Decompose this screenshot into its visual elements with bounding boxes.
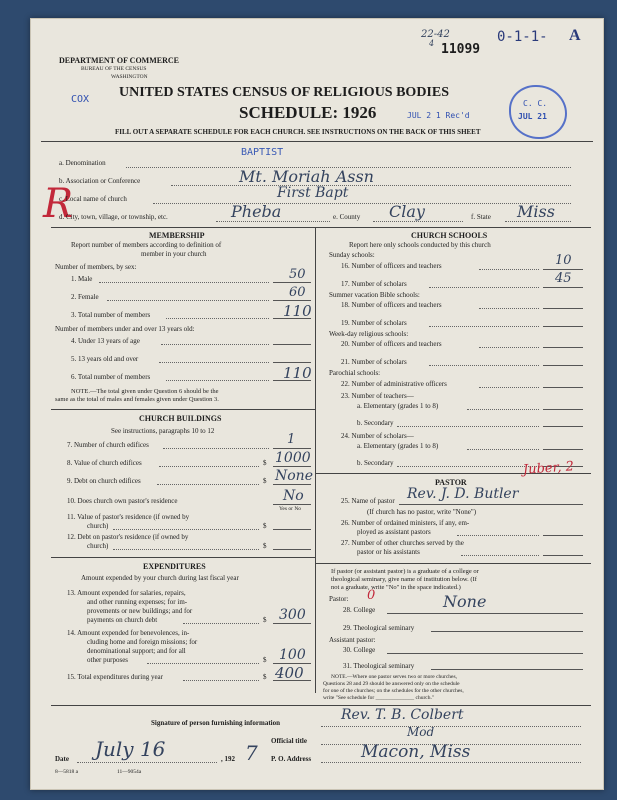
year-prefix: , 192 [221,755,235,763]
membership-intro-2: member in your church [141,250,207,258]
pastor-red-mark: 0 [367,588,376,603]
form-code: 11—9054a [117,769,142,775]
q29-label: 29. Theological seminary [343,624,415,632]
q30-label: 30. College [343,646,376,654]
q25-label: 25. Name of pastor [341,497,395,505]
denomination-label: a. Denomination [59,159,106,167]
pastor-note-1: NOTE.—Where one pastor serves two or more churches, [331,674,457,680]
cox-stamp: COX [71,94,90,105]
q24-label: 24. Number of scholars— [341,432,414,440]
summer-schools: Summer vacation Bible schools: [329,291,420,299]
state-label: f. State [471,213,491,221]
q15-value: 400 [275,664,304,682]
year-value: 7 [245,741,258,765]
membership-intro-1: Report number of members according to definition of [71,241,222,249]
q9-label: 9. Debt on church edifices [67,477,141,485]
signature-label: Signature of person furnishing information [151,719,280,727]
code-sub: 4 [429,39,435,48]
q8-value: 1000 [275,450,311,466]
census-schedule-sheet [30,18,604,790]
form-subtitle: SCHEDULE: 1926 [239,103,377,122]
buildings-heading: CHURCH BUILDINGS [139,414,222,423]
washington-label: WASHINGTON [111,74,148,80]
pastor-note-3: for one of the churches; on the schedules for the other churches, [323,688,464,694]
association-value: Mt. Moriah Assn [239,167,374,186]
q24b-label: b. Secondary [357,459,394,467]
q7-label: 7. Number of church edifices [67,441,149,449]
state-value: Miss [517,202,555,221]
q11-label-b: church) [87,522,109,530]
graduate-intro-2: theological seminary, give name of institution below. (If [331,576,477,583]
q13-dollar: $ [263,616,267,624]
members-by-sex: Number of members, by sex: [55,263,137,271]
q19-label: 19. Number of scholars [341,319,407,327]
margin-r-mark: R [43,181,74,227]
q5-label: 5. 13 years old and over [71,355,139,363]
code-top: 22-42 [421,29,450,40]
instruction-line: FILL OUT A SEPARATE SCHEDULE FOR EACH CHURCH. SEE INSTRUCTIONS ON THE BACK OF THIS SHEET [115,128,481,136]
city-value: Pheba [231,202,282,221]
q14-value: 100 [279,647,306,663]
assistant-pastor-label: Assistant pastor: [329,636,376,644]
age-intro: Number of members under and over 13 years old: [55,325,195,333]
q14-label-b: cluding home and foreign missions; for [87,638,198,646]
q17-value: 45 [555,271,572,286]
weekday-schools: Week-day religious schools: [329,330,409,338]
local-name-label: c. Local name of church [59,195,127,203]
q27-label-b: pastor or his assistants [357,548,420,556]
date-label: Date [55,755,69,763]
graduate-intro-3: not a graduate, write "No" in the space indicated.) [331,584,461,591]
q23a-label: a. Elementary (grades 1 to 8) [357,402,439,410]
q2-value: 60 [289,285,306,300]
q15-label: 15. Total expenditures during year [67,673,163,681]
signature-value: Rev. T. B. Colbert [341,707,464,723]
buildings-intro: See instructions, paragraphs 10 to 12 [111,427,215,435]
association-label: b. Association or Conference [59,177,141,185]
q12-label-b: church) [87,542,109,550]
q11-dollar: $ [263,522,267,530]
q9-value: None [275,468,313,484]
q10-value: No [283,488,304,504]
q24a-label: a. Elementary (grades 1 to 8) [357,442,439,450]
county-value: Clay [389,202,425,221]
q12-label-a: 12. Debt on pastor's residence (if owned by [67,533,189,541]
q25-value: Rev. J. D. Butler [407,486,519,502]
q14-label-a: 14. Amount expended for benevolences, in- [67,629,190,637]
red-annotation: Juber, 2 [522,459,575,478]
official-title-value: Mod [407,725,435,739]
q28-label: 28. College [343,606,376,614]
pastor-sub-label: Pastor: [329,595,349,603]
circle-stamp-line1: C. C. [523,99,548,108]
expenditures-intro: Amount expended by your church during last fiscal year [81,574,239,582]
q9-dollar: $ [263,477,267,485]
bureau-label: BUREAU OF THE CENSUS [81,66,147,72]
q15-dollar: $ [263,673,267,681]
q12-dollar: $ [263,542,267,550]
circle-stamp-line2: JUL 21 [518,112,547,121]
q13-label-c: provements or new buildings; and for [87,607,193,615]
q20-label: 20. Number of officers and teachers [341,340,442,348]
q22-label: 22. Number of administrative officers [341,380,447,388]
q25-note: (If church has no pastor, write "None") [367,508,477,516]
q16-value: 10 [555,253,572,268]
q8-dollar: $ [263,459,267,467]
city-label: d. City, town, village, or township, etc. [59,213,168,221]
q14-label-c: denominational support; and for all [87,647,186,655]
q13-label-d: payments on church debt [87,616,158,624]
q10-label: 10. Does church own pastor's residence [67,497,178,505]
code-right: 0-1-1- [497,29,548,45]
sunday-schools: Sunday schools: [329,251,375,259]
code-letter: A [569,27,581,44]
schools-heading: CHURCH SCHOOLS [411,231,488,240]
baptist-stamp: BAPTIST [241,147,284,158]
date-value: July 16 [95,737,166,761]
q10-hint: Yes or No [279,506,302,512]
q6-label: 6. Total number of members [71,373,151,381]
q28-value: None [443,592,487,611]
q26-label-b: ployed as assistant pastors [357,528,431,536]
q13-label-b: and other running expenses; for im- [87,598,188,606]
q14-label-d: other purposes [87,656,129,664]
expenditures-heading: EXPENDITURES [143,562,206,571]
q4-label: 4. Under 13 years of age [71,337,140,345]
po-address-value: Macon, Miss [361,742,471,762]
graduate-intro-1: If pastor (or assistant pastor) is a graduate of a college or [331,568,479,575]
q1-label: 1. Male [71,275,93,283]
county-label: e. County [333,213,361,221]
q21-label: 21. Number of scholars [341,358,407,366]
membership-heading: MEMBERSHIP [149,231,205,240]
q6-value: 110 [283,364,312,382]
pastor-note-4: write "See schedule for ______________ church." [323,695,435,701]
pastor-heading: PASTOR [435,478,467,487]
schools-intro: Report here only schools conducted by this church [349,241,491,249]
q16-label: 16. Number of officers and teachers [341,262,442,270]
q18-label: 18. Number of officers and teachers [341,301,442,309]
po-address-label: P. O. Address [271,755,312,763]
parochial-schools: Parochial schools: [329,369,381,377]
q26-label-a: 26. Number of ordained ministers, if any, em- [341,519,470,527]
q3-label: 3. Total number of members [71,311,151,319]
membership-note-1: NOTE.—The total given under Question 6 should be the [71,388,219,395]
q2-label: 2. Female [71,293,99,301]
q14-dollar: $ [263,656,267,664]
department-label: DEPARTMENT OF COMMERCE [59,56,180,65]
q27-label-a: 27. Number of other churches served by the [341,539,464,547]
q8-label: 8. Value of church edifices [67,459,142,467]
q13-value: 300 [279,607,306,623]
local-name-value: First Bapt [277,185,349,201]
membership-note-2: same as the total of males and females given under Question 3. [55,396,219,403]
schedule-number: 11099 [441,42,481,57]
q11-label-a: 11. Value of pastor's residence (if owned by [67,513,190,521]
q1-value: 50 [289,267,306,282]
q31-label: 31. Theological seminary [343,662,415,670]
pastor-note-2: Questions 28 and 29 should be answered only on the schedule [323,681,460,687]
q7-value: 1 [287,432,296,447]
q17-label: 17. Number of scholars [341,280,407,288]
q13-label-a: 13. Amount expended for salaries, repairs, [67,589,186,597]
form-title: UNITED STATES CENSUS OF RELIGIOUS BODIES [119,85,450,100]
official-title-label: Official title [271,737,307,745]
q3-value: 110 [283,302,312,320]
q23-label: 23. Number of teachers— [341,392,414,400]
form-number: 8—5818 a [55,769,79,775]
received-stamp: JUL 2 1 Rec'd [407,111,470,120]
q23b-label: b. Secondary [357,419,394,427]
